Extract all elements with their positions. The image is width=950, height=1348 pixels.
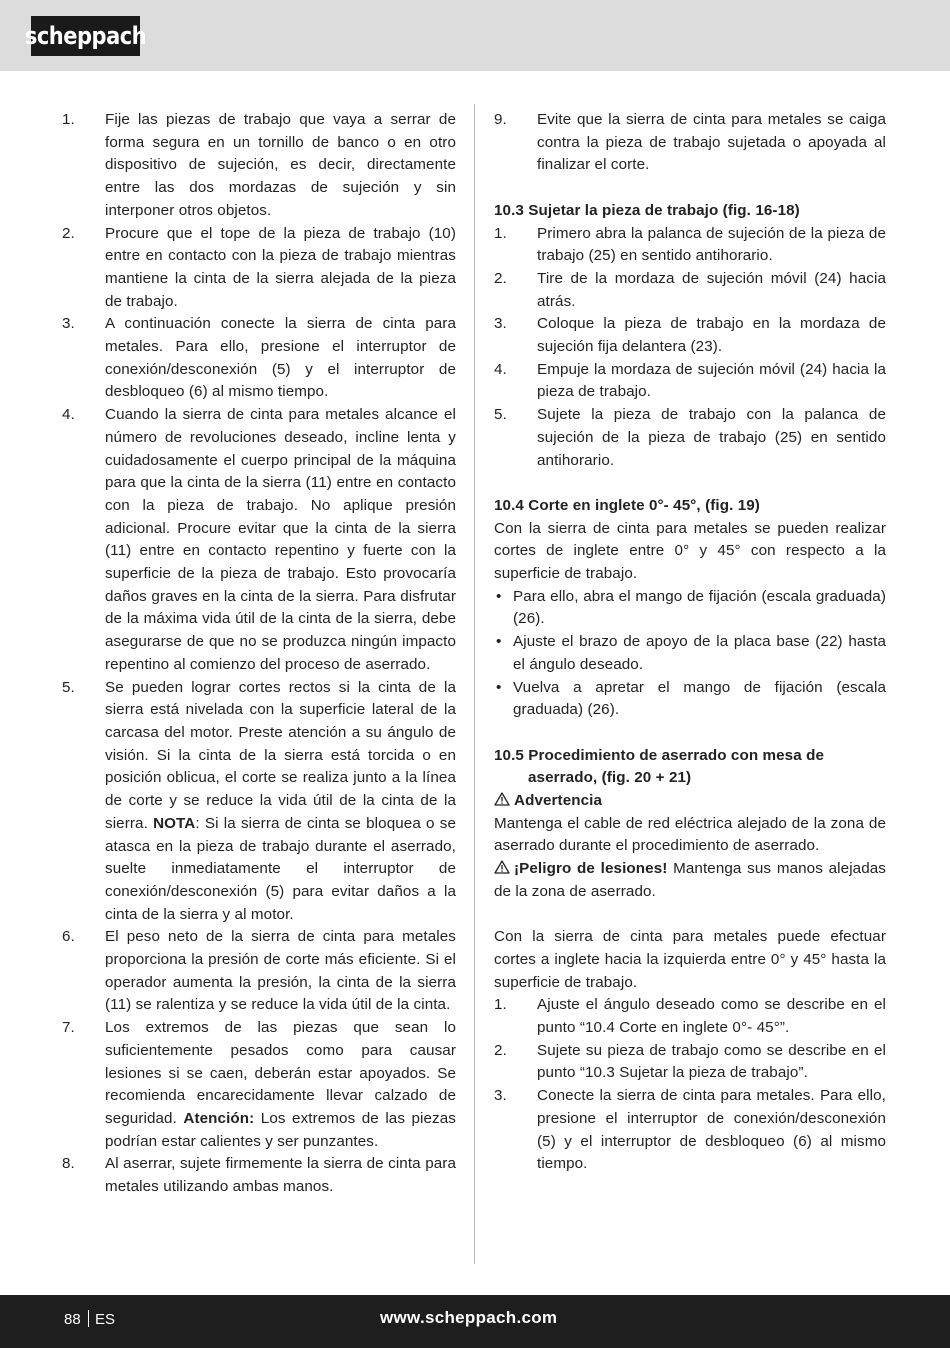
item-text: A continuación conecte la sierra de cinta para metales. Para ello, presione el interruptor de conexión/desconexión (5) y el interruptor de desbloqueo (6) al mismo tiempo. xyxy=(105,315,456,401)
item-text: Ajuste el ángulo deseado como se describe en el punto “10.4 Corte en inglete 0°- 45°”. xyxy=(537,996,886,1037)
item-text: Conecte la sierra de cinta para metales. Para ello, presione el interruptor de conexión/desconexión (5) y el interruptor de desbloqueo (6) al mismo tiempo. xyxy=(537,1087,886,1173)
right-column xyxy=(494,109,886,1176)
item-number: 1. xyxy=(494,996,507,1014)
item-text: Tire de la mordaza de sujeción móvil (24) hacia atrás. xyxy=(537,269,886,310)
danger-paragraph xyxy=(494,858,886,903)
section-intro: Con la sierra de cinta para metales puede efectuar cortes a inglete hacia la izquierda entre 0° y 45° hasta la superficie de trabajo. xyxy=(494,928,886,991)
item-text xyxy=(105,677,456,927)
language-code: ES xyxy=(95,1311,116,1328)
item-number: 1. xyxy=(62,111,75,128)
item-number: 2. xyxy=(494,1041,507,1059)
item-text: Cuando la sierra de cinta para metales alcance el número de revoluciones deseado, incline lenta y cuidadosamente el cuerpo principal de la máquina para que la cinta de la sierra (11) entre en contacto con la pieza de trabajo. No aplique presión adicional. Procure evitar que la cinta de la sierra (11) entre en contacto repentino y fuerte con la superficie de la pieza de trabajo. Esto provocaría daños graves en la cinta de la sierra. Para disfrutar de la máxima vida útil de la cinta de la sierra, debe asegurarse de que no se produzca ningún impacto repentino al comienzo del proceso de aserrado. xyxy=(105,406,456,673)
item-text: Primero abra la palanca de sujeción de la pieza de trabajo (25) en sentido antihorario. xyxy=(537,224,886,265)
item-text: Procure que el tope de la pieza de trabajo (10) entre en contacto con la pieza de trabajo mientras mantiene la cinta de la sierra alejada de la pieza de trabajo. xyxy=(105,224,456,310)
list-item xyxy=(494,109,886,177)
warning-triangle-icon xyxy=(494,792,510,806)
bullet-item xyxy=(494,631,886,676)
footer-bar xyxy=(0,1295,950,1348)
note-label: NOTA xyxy=(153,814,196,832)
item-number: 3. xyxy=(494,1087,507,1105)
header-bar xyxy=(0,0,950,71)
item-text-part: Se pueden lograr cortes rectos si la cinta de la sierra está nivelada con la superficie lateral de la carcasa del motor. Preste atención a su ángulo de visión. Si la cinta de la sierra está torcida o en posición oblicua, el corte se realiza junto a la línea de corte y se reduce la vida útil de la cinta de la sierra. xyxy=(105,678,456,832)
item-number: 1. xyxy=(494,224,507,242)
item-text-part: Los extremos de las piezas que sean lo suficientemente pesados como para causar lesiones si se caen, deberán estar apoyados. Se recomienda encarecidamente llevar calzado de seguridad. xyxy=(105,1019,456,1127)
danger-label: ¡Peligro de lesiones! xyxy=(514,860,668,878)
bullet-text: Ajuste el brazo de apoyo de la placa base (22) hasta el ángulo deseado. xyxy=(513,633,886,673)
item-number: 7. xyxy=(62,1019,75,1037)
item-text: Sujete su pieza de trabajo como se describe en el punto “10.3 Sujetar la pieza de trabajo”. xyxy=(537,1041,886,1082)
item-number: 3. xyxy=(62,315,75,333)
item-text: El peso neto de la sierra de cinta para metales proporciona la presión de corte más eficiente. Si el operador aumenta la presión, la cinta de la sierra (11) se ralentiza y se reduce la vida útil de la cinta. xyxy=(105,928,456,1014)
item-text: Sujete la pieza de trabajo con la palanca de sujeción de la pieza de trabajo (25) en sentido antihorario. xyxy=(537,406,886,469)
logo-text: scheppach xyxy=(24,22,147,50)
attention-label: Atención: xyxy=(183,1109,255,1127)
section-heading-10-5: 10.5 Procedimiento de aserrado con mesa de aserrado, (fig. 20 + 21) xyxy=(494,746,825,787)
bullet-text: Para ello, abra el mango de fijación (escala graduada) (26). xyxy=(513,587,886,628)
list-item xyxy=(494,313,886,358)
bullet-icon: • xyxy=(496,587,502,605)
scheppach-logo xyxy=(24,16,147,56)
warning-label: Advertencia xyxy=(514,792,603,810)
list-item xyxy=(62,1017,456,1153)
danger-text: Mantenga sus manos alejadas de la zona de aserrado. xyxy=(494,860,886,900)
item-number: 6. xyxy=(62,928,75,946)
list-item xyxy=(62,677,456,927)
footer-separator xyxy=(88,1310,89,1327)
item-text: Coloque la pieza de trabajo en la mordaza de sujeción fija delantera (23). xyxy=(537,315,886,356)
item-text xyxy=(105,1017,456,1153)
warning-heading xyxy=(494,790,886,813)
list-item xyxy=(494,1085,886,1176)
website-link[interactable]: www.scheppach.com xyxy=(380,1308,558,1327)
list-item xyxy=(494,268,886,313)
section-intro: Con la sierra de cinta para metales se pueden realizar cortes de inglete entre 0° y 45° con respecto a la superficie de trabajo. xyxy=(494,519,886,583)
item-number: 3. xyxy=(494,315,507,333)
list-item xyxy=(494,223,886,268)
list-item xyxy=(62,1153,456,1198)
item-number: 9. xyxy=(494,111,507,128)
page-number: 88 xyxy=(64,1311,81,1328)
list-item xyxy=(494,359,886,404)
item-text: Empuje la mordaza de sujeción móvil (24) hacia la pieza de trabajo. xyxy=(537,360,886,401)
section-heading-10-4: 10.4 Corte en inglete 0°- 45°, (fig. 19) xyxy=(494,496,760,514)
bullet-icon: • xyxy=(496,633,502,651)
item-number: 2. xyxy=(62,224,75,242)
item-text-part: : Si la sierra de cinta se bloquea o se atasca en la pieza de trabajo durante el aserrado, suelte inmediatamente el interruptor de conexión/desconexión (5) para evitar daños a la cinta de la sierra y al motor. xyxy=(105,814,457,923)
item-text: Fije las piezas de trabajo que vaya a serrar de forma segura en un tornillo de banco o en otro dispositivo de sujeción, es decir, directamente entre las dos mordazas de sujeción y sin interponer otros objetos. xyxy=(105,111,456,219)
list-item xyxy=(62,926,456,1017)
item-text: Al aserrar, sujete firmemente la sierra de cinta para metales utilizando ambas manos. xyxy=(105,1155,456,1196)
item-number: 8. xyxy=(62,1155,75,1173)
item-number: 5. xyxy=(494,406,507,424)
column-divider xyxy=(474,104,475,1264)
bullet-text: Vuelva a apretar el mango de fijación (escala graduada) (26). xyxy=(513,678,886,719)
list-item xyxy=(62,404,456,676)
item-number: 4. xyxy=(494,360,507,378)
item-number: 5. xyxy=(62,678,75,696)
warning-text: Mantenga el cable de red eléctrica alejado de la zona de aserrado durante el procedimiento de aserrado. xyxy=(494,814,886,855)
bullet-icon: • xyxy=(496,678,502,696)
list-item xyxy=(62,313,456,404)
list-item xyxy=(494,994,886,1039)
item-text-part: Los extremos de las piezas podrían estar calientes y ser punzantes. xyxy=(105,1109,456,1150)
list-item xyxy=(494,1040,886,1085)
bullet-item xyxy=(494,586,886,631)
list-item xyxy=(494,404,886,472)
bullet-item xyxy=(494,677,886,722)
list-item xyxy=(62,223,456,314)
left-column xyxy=(62,109,456,1199)
item-number: 2. xyxy=(494,269,507,287)
list-item xyxy=(62,109,456,223)
section-heading-10-3: 10.3 Sujetar la pieza de trabajo (fig. 16-18) xyxy=(494,201,800,219)
item-number: 4. xyxy=(62,406,75,424)
item-text: Evite que la sierra de cinta para metales se caiga contra la pieza de trabajo sujetada o apoyada al finalizar el corte. xyxy=(537,111,886,174)
warning-triangle-icon xyxy=(494,860,510,874)
